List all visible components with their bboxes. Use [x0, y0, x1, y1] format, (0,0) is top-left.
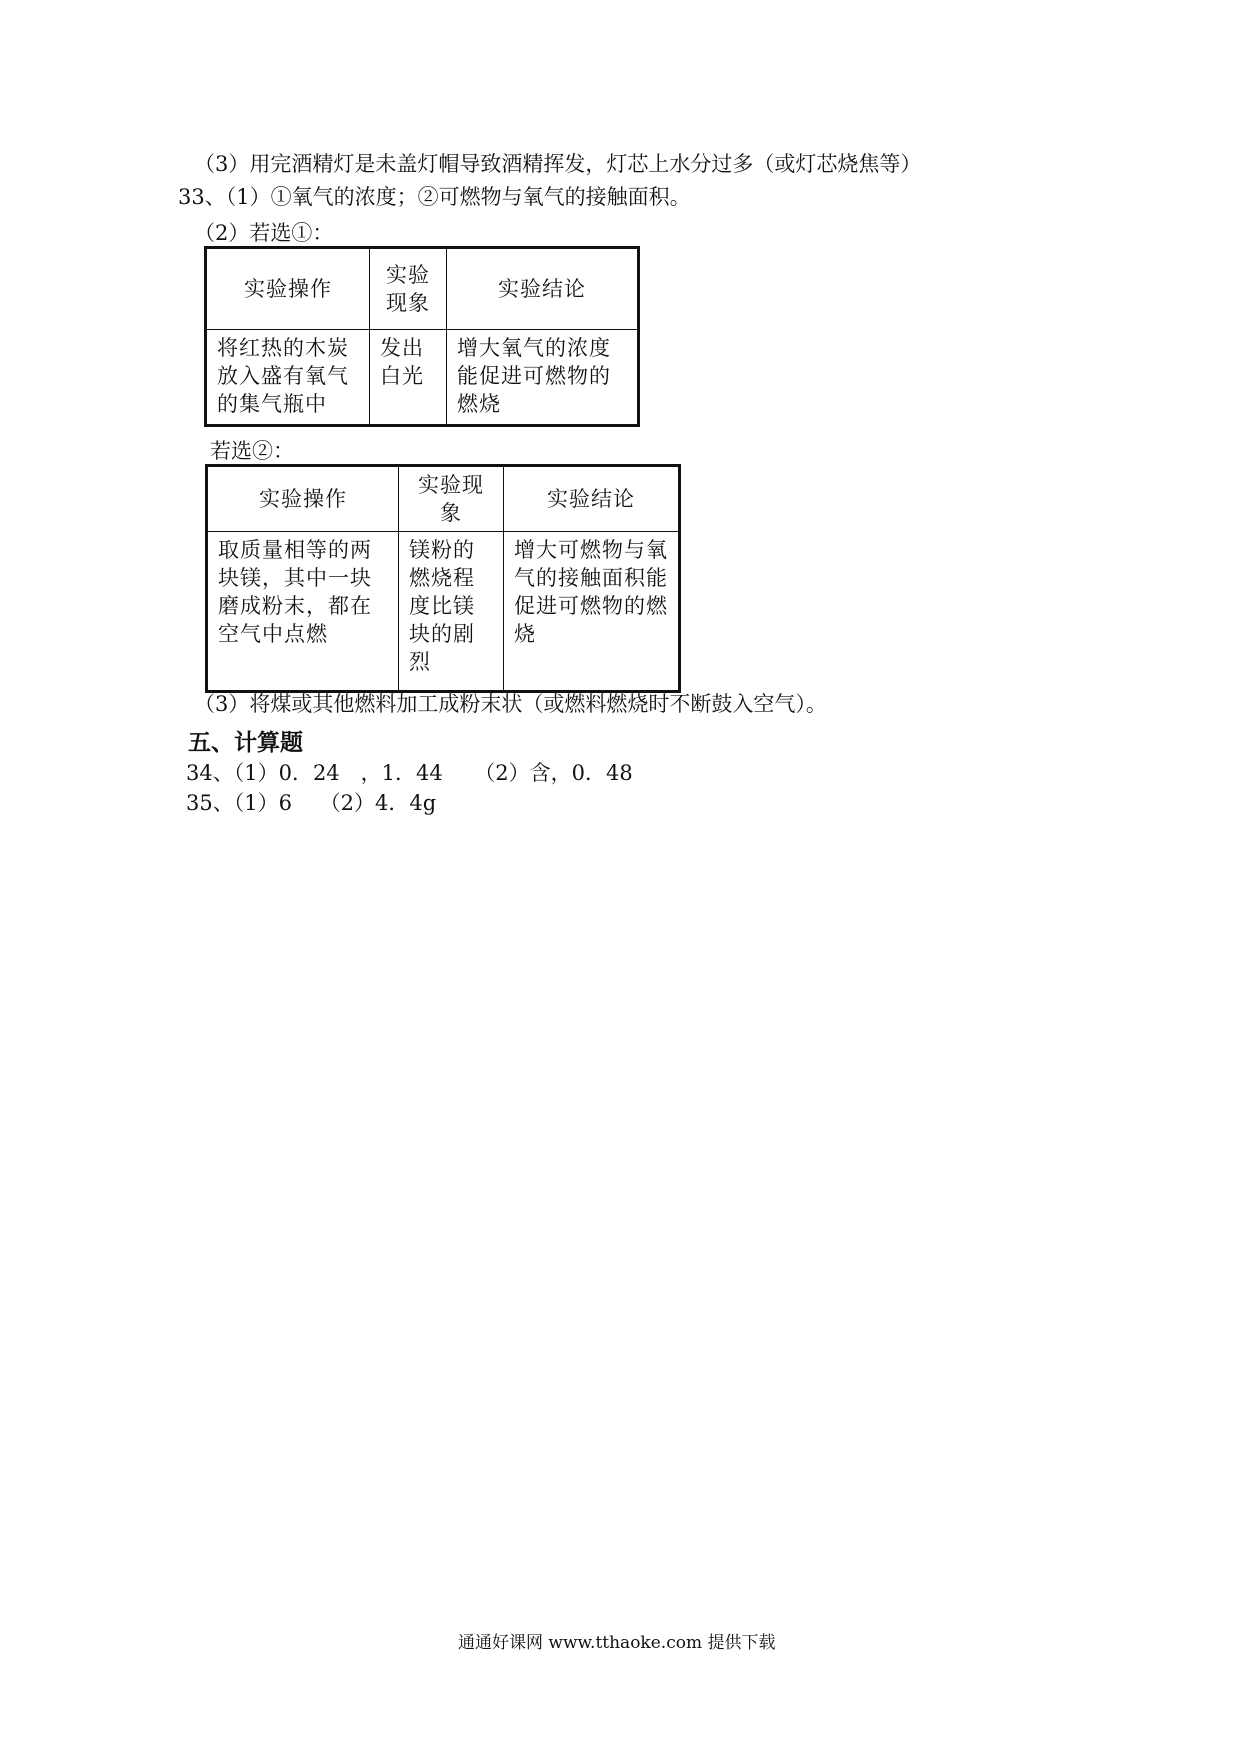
header-conclusion: 实验结论 [447, 248, 639, 330]
answer-33-3: （3）将煤或其他燃料加工成粉末状（或燃料燃烧时不断鼓入空气）。 [194, 692, 827, 716]
answer-33-2-intro: （2）若选①： [194, 221, 334, 245]
table-row [207, 532, 680, 692]
header-operation: 实验操作 [207, 466, 399, 532]
cell-conclusion: 增大氧气的浓度能促进可燃物的燃烧 [447, 330, 639, 426]
answer-33-2-alt: 若选②： [210, 439, 294, 463]
header-conclusion: 实验结论 [504, 466, 680, 532]
header-phenomenon: 实验现象 [399, 466, 504, 532]
cell-conclusion: 增大可燃物与氧气的接触面积能促进可燃物的燃烧 [504, 532, 680, 692]
section-title-calculation: 五、计算题 [188, 730, 303, 756]
cell-phenomenon: 镁粉的燃烧程度比镁块的剧烈 [399, 532, 504, 692]
answer-35: 35、（1）6 （2）4．4g [186, 791, 437, 815]
header-operation: 实验操作 [206, 248, 370, 330]
header-phenomenon: 实验现象 [370, 248, 447, 330]
table-header-row [207, 466, 680, 532]
table-row [206, 330, 639, 426]
cell-operation: 取质量相等的两块镁，其中一块磨成粉末，都在空气中点燃 [207, 532, 399, 692]
cell-phenomenon: 发出白光 [370, 330, 447, 426]
answer-34: 34、（1）0．24 ，1．44 （2）含，0．48 [186, 761, 633, 785]
experiment-table-option-1 [204, 246, 640, 427]
cell-operation: 将红热的木炭放入盛有氧气的集气瓶中 [206, 330, 370, 426]
footer-source: 通通好课网 www.tthaoke.com 提供下载 [458, 1633, 776, 1653]
answer-32-3: （3）用完酒精灯是未盖灯帽导致酒精挥发，灯芯上水分过多（或灯芯烧焦等） [194, 152, 922, 176]
table-header-row [206, 248, 639, 330]
experiment-table-option-2 [205, 464, 681, 693]
answer-33-1: 33、（1）①氧气的浓度；②可燃物与氧气的接触面积。 [178, 185, 691, 209]
